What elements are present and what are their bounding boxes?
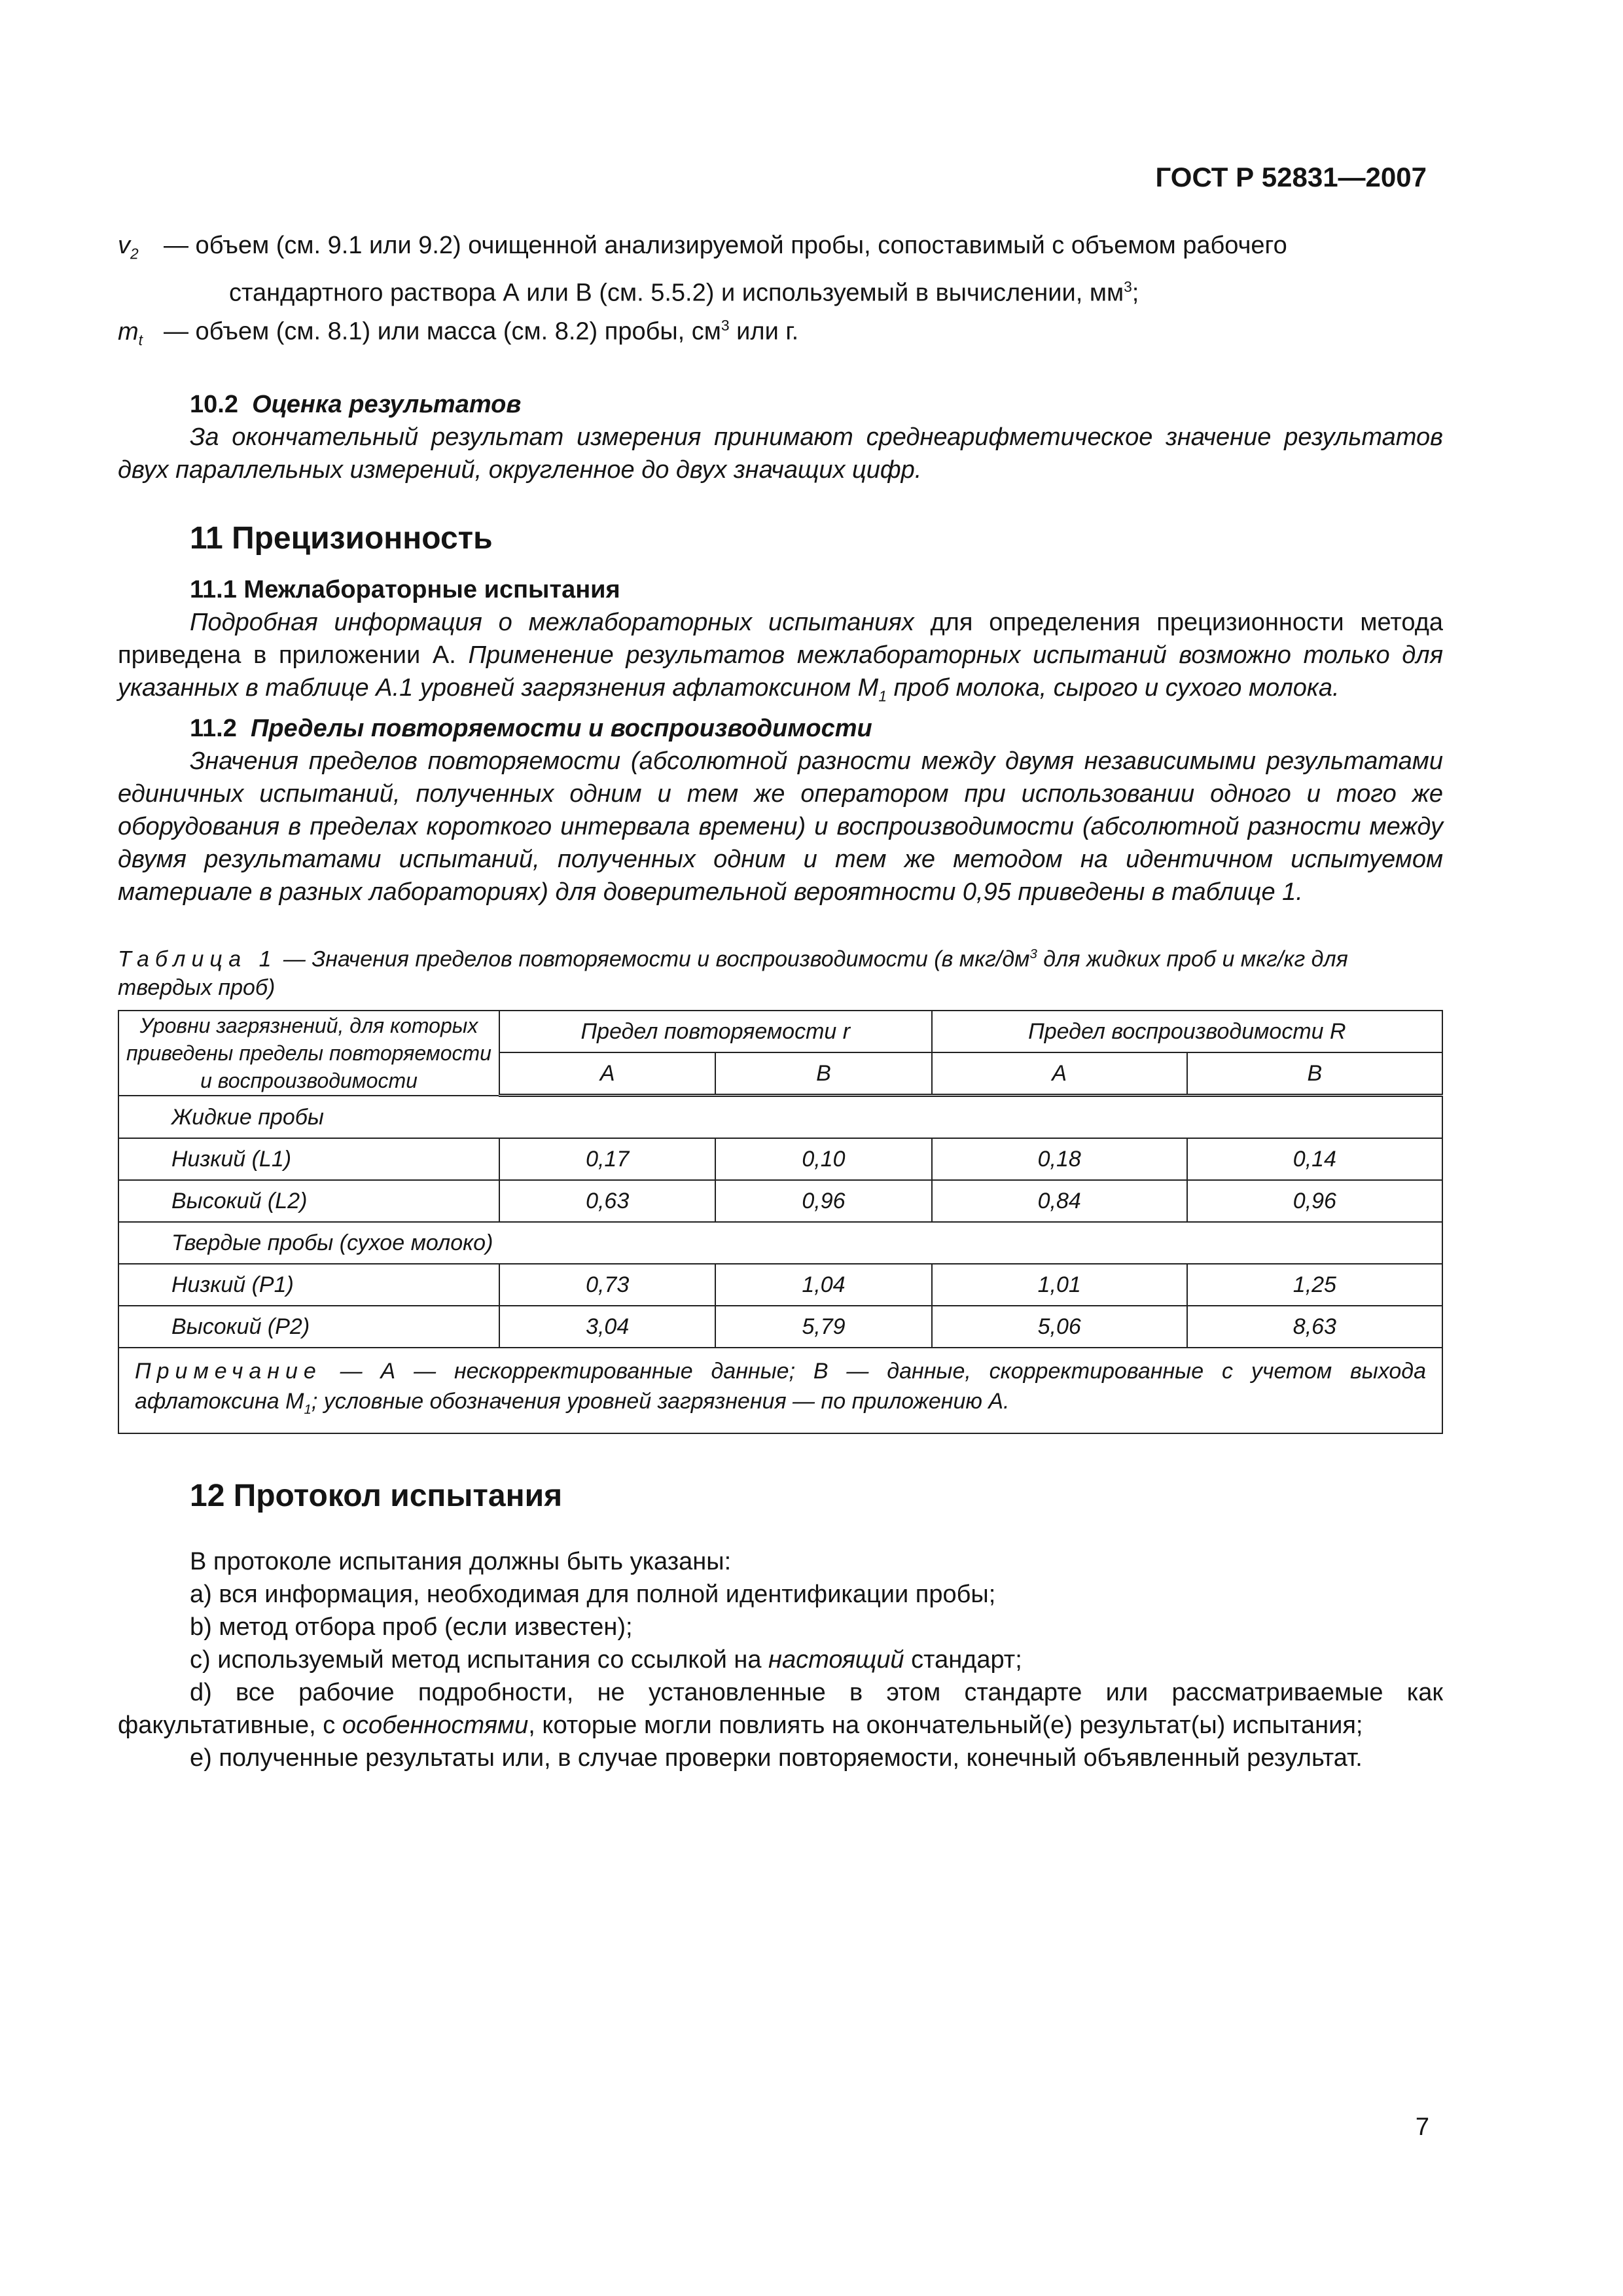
definition-mt: $m_t$ — объем (см. 8.1) или масса (см. 8.2) пробы, $см^3$ или г. <box>118 309 1443 356</box>
group-liquid: Жидкие пробы <box>118 1096 1442 1139</box>
cell-R-a: 1,01 <box>932 1264 1187 1306</box>
section-11-2-text: Значения пределов повторяемости (абсолютной разности между двумя независимыми результатами единичных испытаний, полученных одним и тем же оператором при использовании одного и того же оборудования в пределах короткого интервала времени) и воспроизводимости (абсолютной разности между двумя результатами испытаний, полученных одним и тем же методом на идентичном испытуемом материале в разных лабораториях) для доверительной вероятности 0,95 приведены в таблице 1. <box>118 747 1443 906</box>
header-r-b: В <box>715 1052 931 1096</box>
table-row <box>118 1138 1442 1180</box>
definition-v2: $v_2$ — объем (см. 9.1 или 9.2) очищенной анализируемой пробы, сопоставимый с объемом рабочего стандартного раствора А или В (см. 5.5.2) и используемый в вычислении, $мм^3$; <box>118 229 1443 309</box>
cell-r-a: 0,63 <box>499 1180 715 1222</box>
header-levels: Уровни загрязнений, для которых приведены пределы повторяемости и воспроизводимости <box>118 1011 499 1096</box>
table-row <box>118 1180 1442 1222</box>
list-item-b: b) метод отбора проб (если известен); <box>190 1613 633 1641</box>
list-item-a: a) вся информация, необходимая для полной идентификации пробы; <box>190 1581 996 1609</box>
cell-R-a: 0,18 <box>932 1138 1187 1180</box>
cell-r-b: 0,10 <box>715 1138 931 1180</box>
symbol-mt: $m_t$ <box>118 317 143 349</box>
section-11-2-heading: 11.2 Пределы повторяемости и воспроизводимости <box>190 715 872 743</box>
section-11-heading: 11 Прецизионность <box>190 520 493 556</box>
cell-r-a: 0,17 <box>499 1138 715 1180</box>
list-item-c: c) используемый метод испытания со ссылкой на настоящий стандарт; <box>190 1646 1022 1674</box>
section-12-heading: 12 Протокол испытания <box>190 1479 563 1514</box>
section-12-intro: В протоколе испытания должны быть указаны: <box>190 1548 732 1576</box>
table-group-row <box>118 1222 1442 1264</box>
cell-R-b: 0,14 <box>1187 1138 1442 1180</box>
table-row <box>118 1306 1442 1348</box>
cell-r-b: 0,96 <box>715 1180 931 1222</box>
precision-table <box>118 1010 1443 1434</box>
section-10-2-heading: 10.2 Оценка результатов <box>190 390 522 418</box>
cell-R-a: 5,06 <box>932 1306 1187 1348</box>
section-11-1-text: Подробная информация о межлабораторных испытаниях для определения прецизионности метода приведена в приложении А. Применение результатов межлабораторных испытаний возможно только для указанных в таблице А.1 уровней загрязнения афлатоксином $М_1$ проб молока, сырого и сухого молока. <box>118 608 1444 705</box>
group-solid: Твердые пробы (сухое молоко) <box>118 1222 1442 1264</box>
list-item-e: e) полученные результаты или, в случае проверки повторяемости, конечный объявленный результат. <box>190 1744 1363 1772</box>
header-R-b: В <box>1187 1052 1442 1096</box>
list-item-d: d) все рабочие подробности, не установленные в этом стандарте или рассматриваемые как факультативные, с особенностями, которые могли повлиять на окончательный(е) результат(ы) испытания; <box>118 1679 1443 1740</box>
symbol-v2: $v_2$ <box>118 232 139 262</box>
section-10-2-text: За окончательный результат измерения принимают среднеарифметическое значение результатов двух параллельных измерений, округленное до двух значащих цифр. <box>118 423 1443 484</box>
header-R-a: А <box>932 1052 1187 1096</box>
cell-r-b: 1,04 <box>715 1264 931 1306</box>
cell-r-a: 3,04 <box>499 1306 715 1348</box>
page-number: 7 <box>1415 2113 1429 2141</box>
cell-R-b: 0,96 <box>1187 1180 1442 1222</box>
table-group-row <box>118 1096 1442 1139</box>
row-label: Низкий (Р1) <box>118 1264 499 1306</box>
table-row <box>118 1264 1442 1306</box>
page-content <box>118 229 1443 1774</box>
header-r-a: А <box>499 1052 715 1096</box>
table-note: Примечание — А — нескорректированные данные; В — данные, скорректированные с учетом выхода афлатоксина $М_1$; условные обозначения уровней загрязнения — по приложению А. <box>118 1348 1442 1433</box>
header-repeatability: Предел повторяемости r <box>499 1011 932 1052</box>
cell-R-a: 0,84 <box>932 1180 1187 1222</box>
table-caption: Таблица 1 — Значения пределов повторяемости и воспроизводимости (в мкг/$дм^3$ для жидких проб и мкг/кг для твердых проб) <box>118 946 1348 1001</box>
cell-r-b: 5,79 <box>715 1306 931 1348</box>
cell-R-b: 1,25 <box>1187 1264 1442 1306</box>
table-note-row <box>118 1348 1442 1433</box>
section-11-1-heading: 11.1 Межлабораторные испытания <box>190 575 620 603</box>
document-code-header: ГОСТ Р 52831—2007 <box>1155 162 1427 192</box>
row-label: Низкий (L1) <box>118 1138 499 1180</box>
row-label: Высокий (L2) <box>118 1180 499 1222</box>
cell-R-b: 8,63 <box>1187 1306 1442 1348</box>
header-reproducibility: Предел воспроизводимости R <box>932 1011 1442 1052</box>
cell-r-a: 0,73 <box>499 1264 715 1306</box>
row-label: Высокий (Р2) <box>118 1306 499 1348</box>
